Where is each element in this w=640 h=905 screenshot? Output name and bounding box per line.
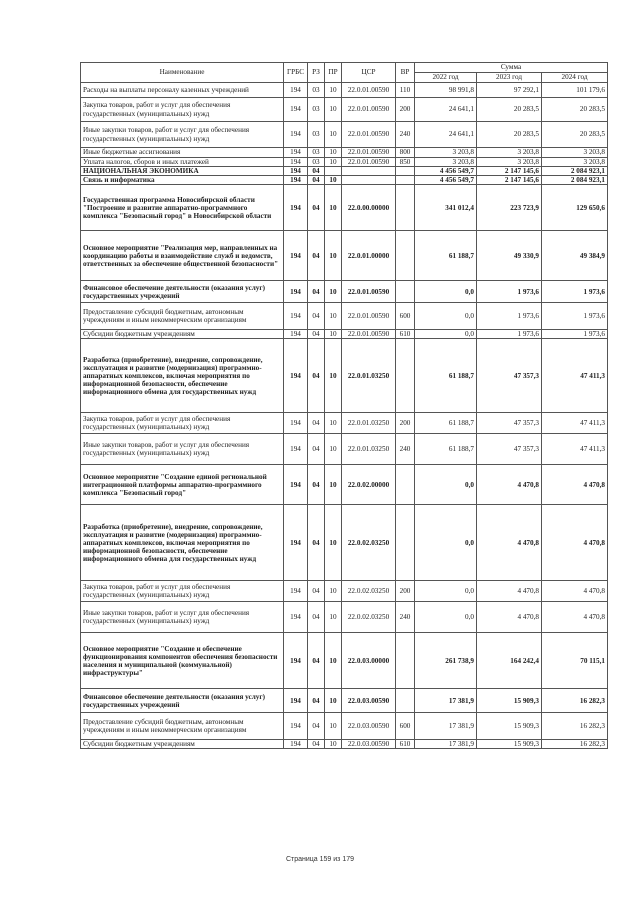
row-grbs: 194 [284, 339, 308, 413]
table-row [81, 465, 608, 505]
table-row [81, 581, 608, 602]
row-csr [342, 176, 396, 185]
table-row [81, 434, 608, 465]
row-grbs: 194 [284, 434, 308, 465]
row-csr [342, 167, 396, 176]
row-vr: 200 [396, 98, 415, 122]
row-pr: 10 [325, 122, 342, 148]
row-rz: 03 [308, 158, 325, 167]
row-name: Основное мероприятие "Создание единой региональной интеграционной платформы аппаратно-программного комплекса "Безопасный город" [81, 465, 284, 505]
row-amount-2023: 15 909,3 [477, 713, 542, 740]
row-amount-2024: 4 470,8 [542, 602, 608, 633]
row-amount-2024: 3 203,8 [542, 158, 608, 167]
row-amount-2023: 223 723,9 [477, 185, 542, 231]
row-grbs: 194 [284, 633, 308, 689]
row-amount-2024: 3 203,8 [542, 148, 608, 158]
row-rz: 03 [308, 148, 325, 158]
row-csr: 22.0.03.00590 [342, 740, 396, 749]
row-amount-2023: 4 470,8 [477, 581, 542, 602]
row-vr: 110 [396, 83, 415, 98]
row-amount-2022: 3 203,8 [415, 158, 477, 167]
table-row [81, 413, 608, 434]
row-amount-2023: 164 242,4 [477, 633, 542, 689]
row-pr: 10 [325, 98, 342, 122]
row-grbs: 194 [284, 330, 308, 339]
row-amount-2024: 2 084 923,1 [542, 176, 608, 185]
row-amount-2023: 15 909,3 [477, 689, 542, 713]
row-csr: 22.0.02.03250 [342, 581, 396, 602]
row-rz: 04 [308, 303, 325, 330]
row-vr [396, 176, 415, 185]
row-amount-2023: 4 470,8 [477, 505, 542, 581]
row-rz: 04 [308, 434, 325, 465]
table-row [81, 713, 608, 740]
row-pr: 10 [325, 413, 342, 434]
row-amount-2022: 4 456 549,7 [415, 176, 477, 185]
row-vr [396, 633, 415, 689]
row-grbs: 194 [284, 98, 308, 122]
row-pr: 10 [325, 148, 342, 158]
row-amount-2022: 261 738,9 [415, 633, 477, 689]
row-csr: 22.0.00.00000 [342, 185, 396, 231]
row-amount-2023: 1 973,6 [477, 281, 542, 303]
row-csr: 22.0.01.03250 [342, 434, 396, 465]
row-name: Закупка товаров, работ и услуг для обеспечения государственных (муниципальных) нужд [81, 98, 284, 122]
row-amount-2024: 16 282,3 [542, 713, 608, 740]
row-amount-2024: 49 384,9 [542, 231, 608, 281]
table-row [81, 281, 608, 303]
row-name: Иные бюджетные ассигнования [81, 148, 284, 158]
table-row [81, 98, 608, 122]
row-pr: 10 [325, 581, 342, 602]
row-amount-2022: 24 641,1 [415, 98, 477, 122]
row-amount-2024: 70 115,1 [542, 633, 608, 689]
row-rz: 03 [308, 98, 325, 122]
row-name: Субсидии бюджетным учреждениям [81, 330, 284, 339]
row-name: Связь и информатика [81, 176, 284, 185]
row-pr: 10 [325, 158, 342, 167]
row-amount-2024: 1 973,6 [542, 281, 608, 303]
table-row [81, 330, 608, 339]
col-csr-header: ЦСР [342, 63, 396, 83]
row-pr: 10 [325, 602, 342, 633]
row-grbs: 194 [284, 148, 308, 158]
row-vr: 200 [396, 413, 415, 434]
row-rz: 04 [308, 413, 325, 434]
row-grbs: 194 [284, 303, 308, 330]
row-amount-2024: 4 470,8 [542, 505, 608, 581]
row-amount-2022: 17 381,9 [415, 689, 477, 713]
row-rz: 04 [308, 633, 325, 689]
row-vr: 600 [396, 303, 415, 330]
row-pr: 10 [325, 339, 342, 413]
row-amount-2023: 2 147 145,6 [477, 167, 542, 176]
row-name: Иные закупки товаров, работ и услуг для обеспечения государственных (муниципальных) нужд [81, 602, 284, 633]
row-rz: 04 [308, 185, 325, 231]
row-amount-2023: 20 283,5 [477, 98, 542, 122]
row-amount-2022: 61 188,7 [415, 434, 477, 465]
row-rz: 04 [308, 465, 325, 505]
row-pr: 10 [325, 465, 342, 505]
row-amount-2023: 20 283,5 [477, 122, 542, 148]
row-amount-2023: 1 973,6 [477, 303, 542, 330]
row-csr: 22.0.03.00590 [342, 689, 396, 713]
row-amount-2022: 17 381,9 [415, 713, 477, 740]
row-name: Финансовое обеспечение деятельности (оказания услуг) государственных учреждений [81, 281, 284, 303]
row-rz: 04 [308, 505, 325, 581]
row-grbs: 194 [284, 185, 308, 231]
row-amount-2024: 20 283,5 [542, 122, 608, 148]
row-csr: 22.0.01.00590 [342, 281, 396, 303]
row-amount-2024: 47 411,3 [542, 339, 608, 413]
col-rz-header: РЗ [308, 63, 325, 83]
row-csr: 22.0.03.00000 [342, 633, 396, 689]
row-amount-2024: 4 470,8 [542, 581, 608, 602]
row-amount-2023: 4 470,8 [477, 465, 542, 505]
table-row [81, 505, 608, 581]
row-csr: 22.0.02.00000 [342, 465, 396, 505]
row-grbs: 194 [284, 281, 308, 303]
col-sum-header: Сумма [415, 63, 608, 73]
row-grbs: 194 [284, 176, 308, 185]
row-amount-2022: 17 381,9 [415, 740, 477, 749]
row-vr: 610 [396, 330, 415, 339]
row-amount-2024: 2 084 923,1 [542, 167, 608, 176]
row-amount-2022: 0,0 [415, 505, 477, 581]
row-name: Предоставление субсидий бюджетным, автономным учреждениям и иным некоммерческим организациям [81, 303, 284, 330]
row-vr [396, 465, 415, 505]
col-year-2024-header: 2024 год [542, 73, 608, 83]
row-csr: 22.0.02.03250 [342, 505, 396, 581]
row-rz: 04 [308, 231, 325, 281]
row-name: Расходы на выплаты персоналу казенных учреждений [81, 83, 284, 98]
row-vr [396, 689, 415, 713]
row-amount-2023: 3 203,8 [477, 148, 542, 158]
table-row [81, 176, 608, 185]
row-csr: 22.0.01.00000 [342, 231, 396, 281]
row-grbs: 194 [284, 689, 308, 713]
table-row [81, 231, 608, 281]
row-grbs: 194 [284, 231, 308, 281]
row-csr: 22.0.02.03250 [342, 602, 396, 633]
row-grbs: 194 [284, 83, 308, 98]
row-pr: 10 [325, 281, 342, 303]
table-row [81, 602, 608, 633]
row-amount-2024: 47 411,3 [542, 434, 608, 465]
row-pr: 10 [325, 176, 342, 185]
row-rz: 04 [308, 330, 325, 339]
col-vr-header: ВР [396, 63, 415, 83]
row-amount-2024: 129 650,6 [542, 185, 608, 231]
row-amount-2023: 3 203,8 [477, 158, 542, 167]
row-vr [396, 505, 415, 581]
row-amount-2022: 3 203,8 [415, 148, 477, 158]
row-amount-2024: 16 282,3 [542, 740, 608, 749]
row-rz: 04 [308, 176, 325, 185]
table-row [81, 158, 608, 167]
row-amount-2022: 61 188,7 [415, 231, 477, 281]
row-grbs: 194 [284, 465, 308, 505]
row-amount-2023: 47 357,3 [477, 339, 542, 413]
row-pr: 10 [325, 83, 342, 98]
table-row [81, 83, 608, 98]
row-amount-2022: 0,0 [415, 281, 477, 303]
row-rz: 03 [308, 83, 325, 98]
row-name: Закупка товаров, работ и услуг для обеспечения государственных (муниципальных) нужд [81, 581, 284, 602]
table-row [81, 339, 608, 413]
row-rz: 03 [308, 122, 325, 148]
budget-table [80, 62, 608, 749]
row-pr: 10 [325, 303, 342, 330]
row-grbs: 194 [284, 167, 308, 176]
row-csr: 22.0.01.00590 [342, 83, 396, 98]
row-name: Разработка (приобретение), внедрение, сопровождение, эксплуатация и развитие (модернизация) программно-аппаратных комплексов, включая мероприятия по информационной безопасности, обеспечение информационного обмена для государственных нужд [81, 339, 284, 413]
row-csr: 22.0.01.00590 [342, 98, 396, 122]
table-row [81, 303, 608, 330]
row-pr: 10 [325, 689, 342, 713]
row-amount-2024: 1 973,6 [542, 303, 608, 330]
row-csr: 22.0.01.00590 [342, 122, 396, 148]
row-grbs: 194 [284, 740, 308, 749]
row-name: Разработка (приобретение), внедрение, сопровождение, эксплуатация и развитие (модернизация) программно-аппаратных комплексов, включая мероприятия по информационной безопасности, обеспечение информационного обмена для государственных нужд [81, 505, 284, 581]
row-grbs: 194 [284, 713, 308, 740]
page-number: Страница 159 из 179 [285, 856, 355, 863]
row-csr: 22.0.01.00590 [342, 158, 396, 167]
col-name-header: Наименование [81, 63, 284, 83]
row-amount-2022: 61 188,7 [415, 413, 477, 434]
row-amount-2023: 49 330,9 [477, 231, 542, 281]
row-amount-2024: 16 282,3 [542, 689, 608, 713]
row-amount-2024: 101 179,6 [542, 83, 608, 98]
row-pr: 10 [325, 740, 342, 749]
row-vr: 610 [396, 740, 415, 749]
row-name: Субсидии бюджетным учреждениям [81, 740, 284, 749]
row-vr: 240 [396, 122, 415, 148]
row-csr: 22.0.03.00590 [342, 713, 396, 740]
row-name: Иные закупки товаров, работ и услуг для обеспечения государственных (муниципальных) нужд [81, 434, 284, 465]
row-grbs: 194 [284, 122, 308, 148]
row-amount-2023: 15 909,3 [477, 740, 542, 749]
table-row [81, 689, 608, 713]
row-vr [396, 231, 415, 281]
row-amount-2022: 24 641,1 [415, 122, 477, 148]
row-vr [396, 185, 415, 231]
row-amount-2022: 98 991,8 [415, 83, 477, 98]
row-vr [396, 167, 415, 176]
row-pr: 10 [325, 434, 342, 465]
row-name: Основное мероприятие "Создание и обеспечение функционирования компонентов обеспечения безопасности населения и муниципальной (коммунальной) инфраструктуры" [81, 633, 284, 689]
row-grbs: 194 [284, 158, 308, 167]
row-name: Предоставление субсидий бюджетным, автономным учреждениям и иным некоммерческим организациям [81, 713, 284, 740]
row-pr: 10 [325, 330, 342, 339]
row-name: Закупка товаров, работ и услуг для обеспечения государственных (муниципальных) нужд [81, 413, 284, 434]
row-pr: 10 [325, 713, 342, 740]
row-vr: 850 [396, 158, 415, 167]
row-amount-2024: 4 470,8 [542, 465, 608, 505]
row-vr: 200 [396, 581, 415, 602]
row-name: Основное мероприятие "Реализация мер, направленных на координацию работы и взаимодействие служб и ведомств, ответственных за обеспечение общественной безопасности" [81, 231, 284, 281]
row-grbs: 194 [284, 505, 308, 581]
col-grbs-header: ГРБС [284, 63, 308, 83]
row-amount-2022: 4 456 549,7 [415, 167, 477, 176]
row-rz: 04 [308, 339, 325, 413]
row-rz: 04 [308, 740, 325, 749]
table-row [81, 122, 608, 148]
row-rz: 04 [308, 689, 325, 713]
row-name: НАЦИОНАЛЬНАЯ ЭКОНОМИКА [81, 167, 284, 176]
table-row [81, 185, 608, 231]
row-csr: 22.0.01.00590 [342, 330, 396, 339]
row-pr: 10 [325, 505, 342, 581]
row-vr [396, 281, 415, 303]
row-amount-2023: 47 357,3 [477, 413, 542, 434]
row-amount-2024: 20 283,5 [542, 98, 608, 122]
row-vr: 800 [396, 148, 415, 158]
row-rz: 04 [308, 281, 325, 303]
table-row [81, 148, 608, 158]
row-amount-2023: 4 470,8 [477, 602, 542, 633]
row-rz: 04 [308, 581, 325, 602]
row-amount-2023: 2 147 145,6 [477, 176, 542, 185]
row-amount-2022: 0,0 [415, 465, 477, 505]
row-pr: 10 [325, 231, 342, 281]
row-name: Иные закупки товаров, работ и услуг для обеспечения государственных (муниципальных) нужд [81, 122, 284, 148]
row-csr: 22.0.01.03250 [342, 413, 396, 434]
row-vr: 600 [396, 713, 415, 740]
row-amount-2023: 1 973,6 [477, 330, 542, 339]
table-body [81, 83, 608, 749]
row-rz: 04 [308, 713, 325, 740]
col-pr-header: ПР [325, 63, 342, 83]
table-row [81, 167, 608, 176]
row-rz: 04 [308, 167, 325, 176]
row-csr: 22.0.01.03250 [342, 339, 396, 413]
row-amount-2022: 0,0 [415, 581, 477, 602]
row-amount-2024: 47 411,3 [542, 413, 608, 434]
row-grbs: 194 [284, 581, 308, 602]
col-year-2022-header: 2022 год [415, 73, 477, 83]
row-pr: 10 [325, 633, 342, 689]
row-name: Государственная программа Новосибирской области "Построение и развитие аппаратно-программного комплекса "Безопасный город" в Новосибирской области [81, 185, 284, 231]
row-pr [325, 167, 342, 176]
row-amount-2023: 97 292,1 [477, 83, 542, 98]
row-vr: 240 [396, 434, 415, 465]
table-row [81, 740, 608, 749]
col-year-2023-header: 2023 год [477, 73, 542, 83]
row-vr: 240 [396, 602, 415, 633]
row-grbs: 194 [284, 413, 308, 434]
row-amount-2022: 0,0 [415, 303, 477, 330]
row-csr: 22.0.01.00590 [342, 303, 396, 330]
row-amount-2022: 341 012,4 [415, 185, 477, 231]
row-amount-2024: 1 973,6 [542, 330, 608, 339]
row-amount-2022: 0,0 [415, 602, 477, 633]
row-amount-2022: 0,0 [415, 330, 477, 339]
row-pr: 10 [325, 185, 342, 231]
row-amount-2022: 61 188,7 [415, 339, 477, 413]
row-vr [396, 339, 415, 413]
row-rz: 04 [308, 602, 325, 633]
row-name: Финансовое обеспечение деятельности (оказания услуг) государственных учреждений [81, 689, 284, 713]
row-csr: 22.0.01.00590 [342, 148, 396, 158]
row-name: Уплата налогов, сборов и иных платежей [81, 158, 284, 167]
row-grbs: 194 [284, 602, 308, 633]
row-amount-2023: 47 357,3 [477, 434, 542, 465]
table-row [81, 633, 608, 689]
